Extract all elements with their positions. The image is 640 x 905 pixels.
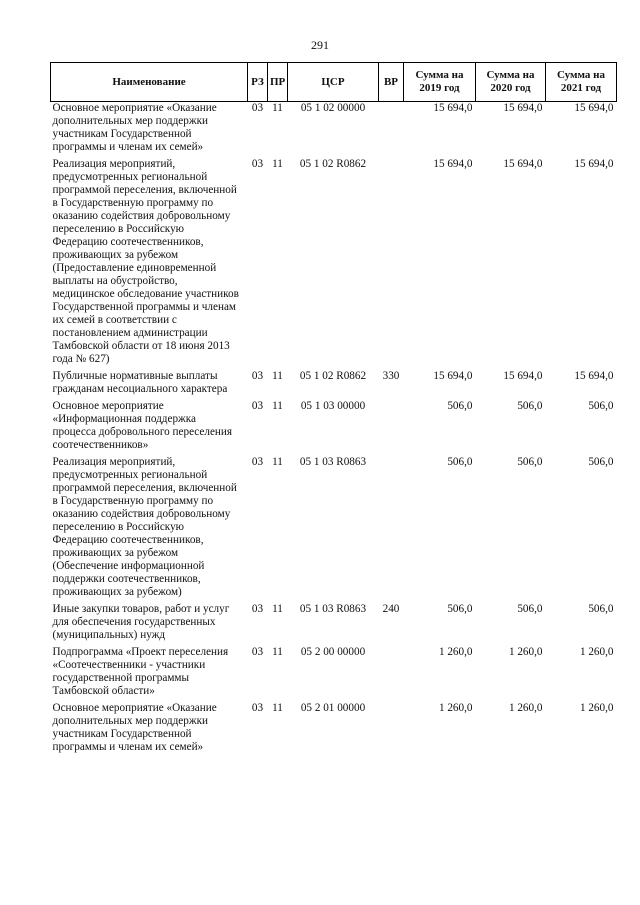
table-row — [51, 366, 617, 396]
row-sum-2021: 15 694,0 — [574, 102, 614, 114]
row-sum-2020: 1 260,0 — [508, 646, 543, 658]
table-header-row — [51, 63, 617, 102]
row-name: Реализация мероприятий, предусмотренных региональной программой переселения, включенной в Государственную программу по оказанию содействия добровольному переселению в Российскую Федерацию соотечественников, проживающих за рубежом (Обеспечение информационной поддержки соотечественников, проживающих за рубежом) — [52, 456, 237, 598]
row-rz: 03 — [251, 603, 264, 615]
row-csr: 05 1 03 00000 — [300, 400, 366, 412]
column-header-rz: РЗ — [248, 63, 268, 102]
table-row — [51, 154, 617, 366]
row-sum-2019: 1 260,0 — [438, 702, 473, 714]
row-name: Публичные нормативные выплаты гражданам несоциального характера — [52, 370, 228, 395]
row-rz: 03 — [251, 456, 264, 468]
row-sum-2019: 506,0 — [447, 400, 473, 412]
row-sum-2021: 1 260,0 — [579, 702, 614, 714]
row-vr: 330 — [382, 370, 400, 382]
row-pr: 11 — [272, 370, 283, 382]
row-csr: 05 2 01 00000 — [300, 702, 366, 714]
row-rz: 03 — [251, 370, 264, 382]
row-name: Подпрограмма «Проект переселения «Соотечественники - участники государственной программы Тамбовской области» — [52, 646, 229, 697]
column-header-sum-2020: Сумма на 2020 год — [476, 63, 546, 102]
row-csr: 05 1 02 R0862 — [299, 158, 367, 170]
row-pr: 11 — [272, 456, 283, 468]
row-csr: 05 1 03 R0863 — [299, 456, 367, 468]
column-header-pr: ПР — [268, 63, 288, 102]
row-vr — [379, 642, 404, 698]
row-sum-2020: 506,0 — [517, 400, 543, 412]
row-csr: 05 1 02 R0862 — [299, 370, 367, 382]
row-pr: 11 — [272, 158, 283, 170]
row-vr — [379, 396, 404, 452]
table-row — [51, 102, 617, 155]
row-name: Основное мероприятие «Оказание дополнительных мер поддержки участникам Государственной программы и членам их семей» — [52, 102, 217, 153]
row-sum-2021: 506,0 — [588, 456, 614, 468]
row-vr — [379, 154, 404, 366]
row-sum-2019: 15 694,0 — [433, 102, 473, 114]
row-rz: 03 — [251, 702, 264, 714]
row-sum-2020: 506,0 — [517, 456, 543, 468]
row-rz: 03 — [251, 158, 264, 170]
row-sum-2019: 1 260,0 — [438, 646, 473, 658]
row-pr: 11 — [272, 603, 283, 615]
row-sum-2021: 15 694,0 — [574, 158, 614, 170]
column-header-sum-2019: Сумма на 2019 год — [404, 63, 476, 102]
row-sum-2020: 1 260,0 — [508, 702, 543, 714]
row-sum-2021: 1 260,0 — [579, 646, 614, 658]
row-pr: 11 — [272, 646, 283, 658]
column-header-vr: ВР — [379, 63, 404, 102]
row-vr — [379, 452, 404, 599]
row-sum-2020: 15 694,0 — [503, 102, 543, 114]
row-csr: 05 1 02 00000 — [300, 102, 366, 114]
table-row — [51, 396, 617, 452]
row-sum-2021: 15 694,0 — [574, 370, 614, 382]
row-sum-2019: 15 694,0 — [433, 158, 473, 170]
row-rz: 03 — [251, 646, 264, 658]
row-rz: 03 — [251, 102, 264, 114]
row-sum-2019: 506,0 — [447, 603, 473, 615]
row-pr: 11 — [272, 400, 283, 412]
row-vr — [379, 698, 404, 754]
row-csr: 05 1 03 R0863 — [299, 603, 367, 615]
row-sum-2020: 15 694,0 — [503, 158, 543, 170]
row-pr: 11 — [272, 102, 283, 114]
row-sum-2021: 506,0 — [588, 603, 614, 615]
table-row — [51, 698, 617, 754]
row-sum-2021: 506,0 — [588, 400, 614, 412]
column-header-csr: ЦСР — [288, 63, 379, 102]
column-header-name: Наименование — [51, 63, 248, 102]
row-sum-2020: 506,0 — [517, 603, 543, 615]
row-sum-2019: 15 694,0 — [433, 370, 473, 382]
page-number: 291 — [311, 38, 329, 52]
row-name: Основное мероприятие «Оказание дополнительных мер поддержки участникам Государственной программы и членам их семей» — [52, 702, 217, 753]
row-name: Иные закупки товаров, работ и услуг для обеспечения государственных (муниципальных) нужд — [52, 603, 230, 641]
row-sum-2020: 15 694,0 — [503, 370, 543, 382]
row-name: Основное мероприятие «Информационная поддержка процесса добровольного переселения соотечественников» — [52, 400, 233, 451]
table-row — [51, 452, 617, 599]
row-csr: 05 2 00 00000 — [300, 646, 366, 658]
table-row — [51, 642, 617, 698]
row-name: Реализация мероприятий, предусмотренных региональной программой переселения, включенной в Государственную программу по оказанию содействия добровольному переселению в Российскую Федерацию соотечественников, проживающих за рубежом (Предоставление единовременной выплаты на обустройство, медицинское обследование участников Государственной программы и членам их семей в соответствии с постановлением администрации Тамбовской области от 18 июня 2013 года № 627) — [52, 158, 239, 365]
row-sum-2019: 506,0 — [447, 456, 473, 468]
row-vr — [379, 102, 404, 155]
table-row — [51, 599, 617, 642]
budget-table — [50, 62, 617, 754]
column-header-sum-2021: Сумма на 2021 год — [546, 63, 617, 102]
row-pr: 11 — [272, 702, 283, 714]
row-rz: 03 — [251, 400, 264, 412]
row-vr: 240 — [382, 603, 400, 615]
